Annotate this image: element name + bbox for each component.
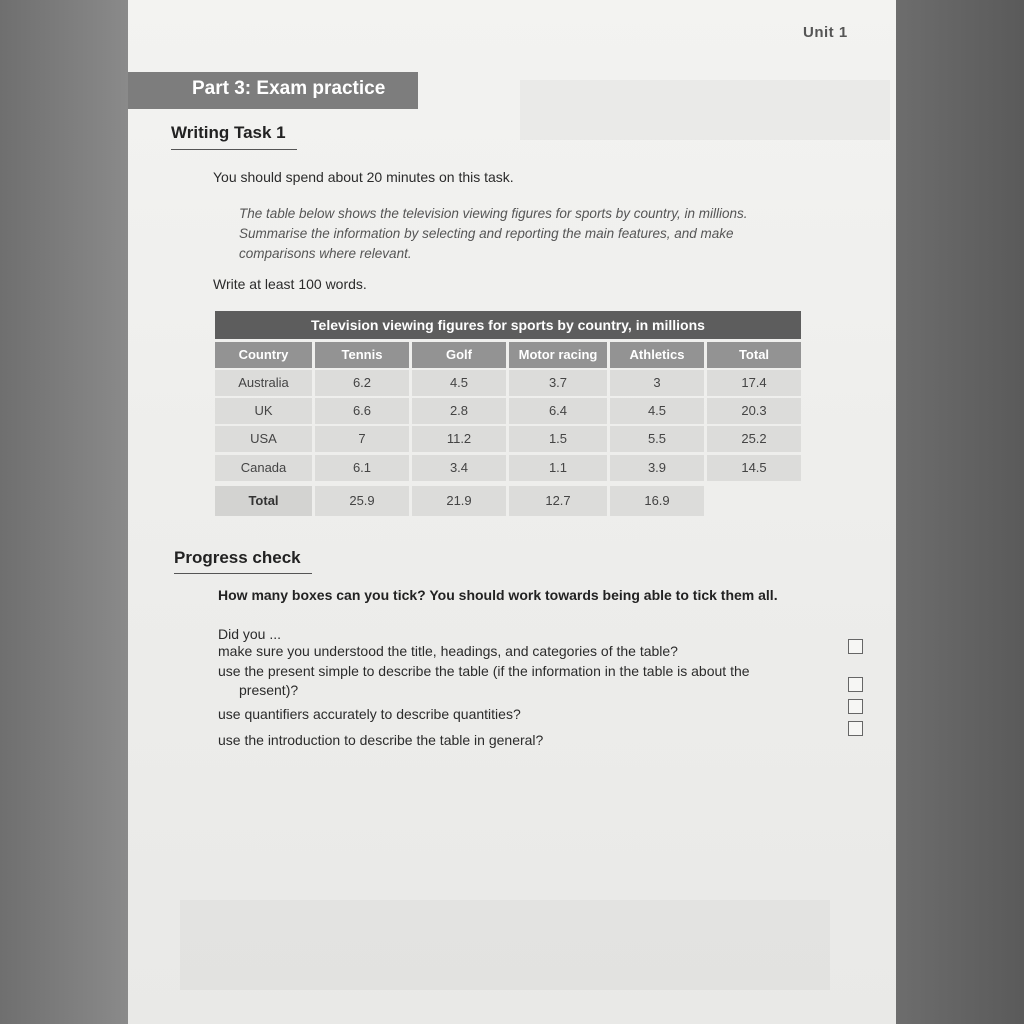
table-cell: 3 [610, 370, 704, 396]
table-cell: 4.5 [412, 370, 506, 396]
word-count-instruction: Write at least 100 words. [213, 276, 367, 292]
checklist-item-text: use quantifiers accurately to describe quantities? [218, 706, 521, 722]
table-cell: Canada [215, 455, 312, 481]
table-cell: Australia [215, 370, 312, 396]
progress-check-heading: Progress check [174, 548, 301, 567]
checklist-checkbox[interactable] [848, 721, 863, 736]
table-cell: 17.4 [707, 370, 801, 396]
column-header: Motor racing [509, 342, 607, 368]
table-cell: 11.2 [412, 426, 506, 452]
table-cell: 3.9 [610, 455, 704, 481]
table-cell: Total [215, 486, 312, 516]
background-left [0, 0, 128, 1024]
prompt-line: comparisons where relevant. [239, 246, 412, 261]
table-cell: 3.4 [412, 455, 506, 481]
prompt-line: The table below shows the television viewing figures for sports by country, in millions. [239, 206, 748, 221]
checklist-checkbox[interactable] [848, 677, 863, 692]
checklist-item-text: use the present simple to describe the table (if the information in the table is about the [218, 663, 750, 679]
table-cell: 14.5 [707, 455, 801, 481]
table-cell: 16.9 [610, 486, 704, 516]
table-cell: 6.6 [315, 398, 409, 424]
table-cell: 5.5 [610, 426, 704, 452]
table-cell: 3.7 [509, 370, 607, 396]
table-cell: 20.3 [707, 398, 801, 424]
table-cell: 4.5 [610, 398, 704, 424]
column-header: Total [707, 342, 801, 368]
checklist-checkbox[interactable] [848, 639, 863, 654]
table-cell: 21.9 [412, 486, 506, 516]
checklist-item [218, 642, 678, 661]
checklist-item-text: use the introduction to describe the table in general? [218, 732, 544, 748]
table-cell: 25.9 [315, 486, 409, 516]
table-cell: 6.1 [315, 455, 409, 481]
checklist-checkbox[interactable] [848, 699, 863, 714]
prompt-line: Summarise the information by selecting and reporting the main features, and make [239, 226, 734, 241]
unit-label: Unit 1 [803, 24, 848, 41]
checklist-item [218, 731, 543, 750]
checklist-item-text: make sure you understood the title, headings, and categories of the table? [218, 643, 678, 659]
show-through-area [180, 900, 830, 990]
table-cell: 7 [315, 426, 409, 452]
table-cell: 25.2 [707, 426, 801, 452]
show-through-area [520, 80, 890, 140]
column-header: Athletics [610, 342, 704, 368]
progress-question: How many boxes can you tick? You should work towards being able to tick them all. [218, 587, 778, 603]
checklist-item-text: present)? [239, 682, 299, 698]
checklist-item [218, 662, 818, 700]
table-title: Television viewing figures for sports by country, in millions [215, 311, 801, 339]
checklist-item [218, 705, 521, 724]
column-header: Country [215, 342, 312, 368]
progress-lead: Did you ... [218, 626, 282, 642]
table-cell: 1.5 [509, 426, 607, 452]
column-header: Golf [412, 342, 506, 368]
column-header: Tennis [315, 342, 409, 368]
background-right [896, 0, 1024, 1024]
table-cell: 2.8 [412, 398, 506, 424]
banner-label: Part 3: Exam practice [192, 78, 386, 99]
task-instruction: You should spend about 20 minutes on this task. [213, 169, 514, 185]
table-cell: USA [215, 426, 312, 452]
task-prompt [239, 204, 829, 264]
table-cell: 6.4 [509, 398, 607, 424]
heading-underline [171, 149, 297, 150]
table-cell: 12.7 [509, 486, 607, 516]
table-cell: 6.2 [315, 370, 409, 396]
section-banner [128, 72, 418, 109]
table-cell: UK [215, 398, 312, 424]
heading-underline [174, 573, 312, 574]
table-cell: 1.1 [509, 455, 607, 481]
writing-task-heading: Writing Task 1 [171, 123, 286, 142]
